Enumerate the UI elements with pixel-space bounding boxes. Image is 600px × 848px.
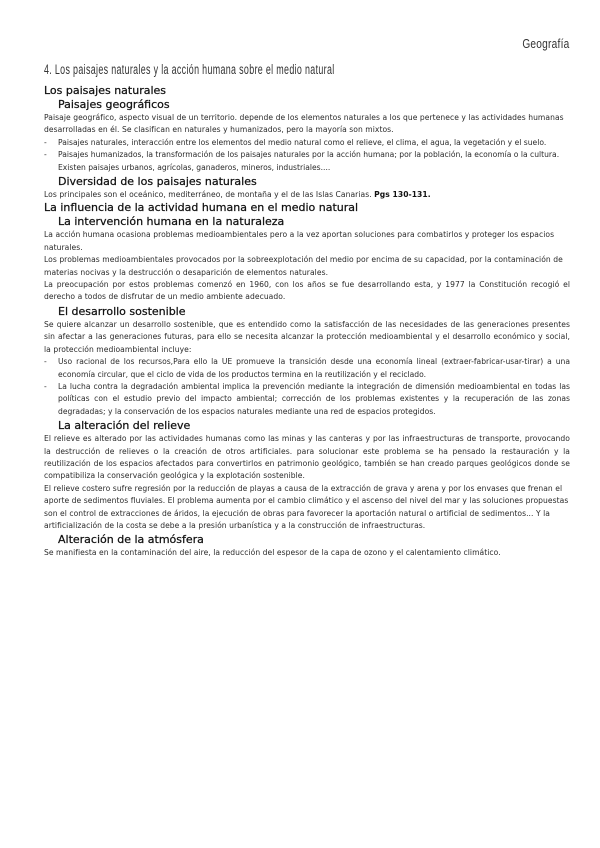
unit-title: 4. Los paisajes naturales y la acción humana sobre el medio natural — [44, 62, 335, 77]
list-item: - Paisajes naturales, interacción entre los elementos del medio natural como el relieve, el clima, el agua, la vegetación y el suelo. — [44, 137, 570, 149]
dash-bullet: - — [44, 137, 47, 147]
paragraph-atmosfera: Se manifiesta en la contaminación del aire, la reducción del espesor de la capa de ozono y el calentamiento climático. — [44, 548, 501, 558]
bullet-list-proteccion — [44, 356, 570, 418]
paragraph-intervencion-3: La preocupación por estos problemas comenzó en 1960, con los años se fue desarrollando esta, y 1977 la Constitución recogió el derecho a todos de disfrutar de un medio ambiente adecuado. — [44, 280, 570, 302]
page-reference: Pgs 130-131. — [374, 190, 431, 200]
paragraph-relieve-1: El relieve es alterado por las actividades humanas como las minas y las canteras y por las infraestructuras de transporte, provocando la destrucción de relieves o la creación de otros artificiales. para solucionar este problema se ha pensado la restauración y la reutilización de los espacios afectados para convertirlos en patrimonio geológico, también se han creado parques geológicos donde se compatibiliza la conservación geológica y la explotación sostenible. — [44, 434, 570, 481]
subject-header: Geografía — [522, 36, 570, 51]
paragraph-intervencion-1: La acción humana ocasiona problemas medioambientales pero a la vez aportan soluciones para combatirlos y proteger los espacios naturales. — [44, 230, 555, 252]
dash-bullet: - — [44, 357, 47, 367]
subsection-title-alteracion-relieve: La alteración del relieve — [58, 419, 191, 433]
bullet-list-paisajes — [44, 137, 570, 174]
subsection-title-diversidad: Diversidad de los paisajes naturales — [58, 175, 257, 189]
list-item: - Paisajes humanizados, la transformación de los paisajes naturales por la acción humana; por la población, la economía o la cultura. Existen paisajes urbanos, agrícolas, ganaderos, mineros, industriales.... — [44, 150, 560, 172]
paragraph-desarrollo-sostenible: Se quiere alcanzar un desarrollo sostenible, que es entendido como la satisfacción de las necesidades de las generaciones presentes sin afectar a las generaciones futuras, para ello se necesita alcanzar la protección medioambiental y el desarrollo económico y social, la protección medioambiental incluye: — [44, 319, 570, 354]
list-item: - Uso racional de los recursos,Para ello la UE promueve la transición desde una economía lineal (extraer-fabricar-usar-tirar) a una economía circular, que el ciclo de vida de los productos termina en la reutilización y el reciclado. — [44, 357, 570, 379]
subsection-title-intervencion: La intervención humana en la naturaleza — [58, 215, 285, 229]
paragraph-diversidad: Los principales son el oceánico, mediterráneo, de montaña y el de las Islas Canarias. Pgs 130-131. — [44, 190, 431, 200]
section-title-paisajes-naturales: Los paisajes naturales — [44, 84, 167, 97]
paragraph-relieve-2: El relieve costero sufre regresión por la reducción de playas a causa de la extracción de grava y arena y por los envases que frenan el aporte de sedimentos fluviales. El problema aumenta por el cambio climático y el ascenso del nivel del mar y las soluciones propuestas son el control de extracciones de áridos, la ejecución de obras para favorecer la aportación natural o artificial de sedimentos... Y la artificialización de la costa se debe a la presión urbanística y a la construcción de infraestructuras. — [44, 483, 569, 530]
dash-bullet: - — [44, 150, 47, 160]
subsection-title-atmosfera: Alteración de la atmósfera — [58, 533, 204, 547]
subsection-title-paisajes-geograficos: Paisajes geográficos — [58, 98, 170, 111]
list-item: - La lucha contra la degradación ambiental implica la prevención mediante la integración de dimensión medioambiental en todas las políticas con el estudio previo del impacto ambiental; corrección de los problemas existentes y la recuperación de las zonas degradadas; y la conservación de los espacios naturales mediante una red de espacios protegidos. — [44, 381, 570, 416]
section-title-influencia: La influencia de la actividad humana en el medio natural — [44, 201, 359, 215]
dash-bullet: - — [44, 381, 47, 391]
paragraph-paisaje-geografico: Paisaje geográfico, aspecto visual de un territorio. depende de los elementos naturales a los que pertenece y las actividades humanas desarrolladas en él. Se clasifican en naturales y humanizados, pero la mayoría son mixtos. — [44, 113, 564, 135]
subsection-title-desarrollo-sostenible: El desarrollo sostenible — [58, 304, 186, 318]
document-body — [44, 84, 570, 560]
paragraph-intervencion-2: Los problemas medioambientales provocados por la sobreexplotación del medio por encima de su capacidad, por la contaminación de materias nocivas y la destrucción o desaparición de elementos naturales. — [44, 255, 563, 277]
